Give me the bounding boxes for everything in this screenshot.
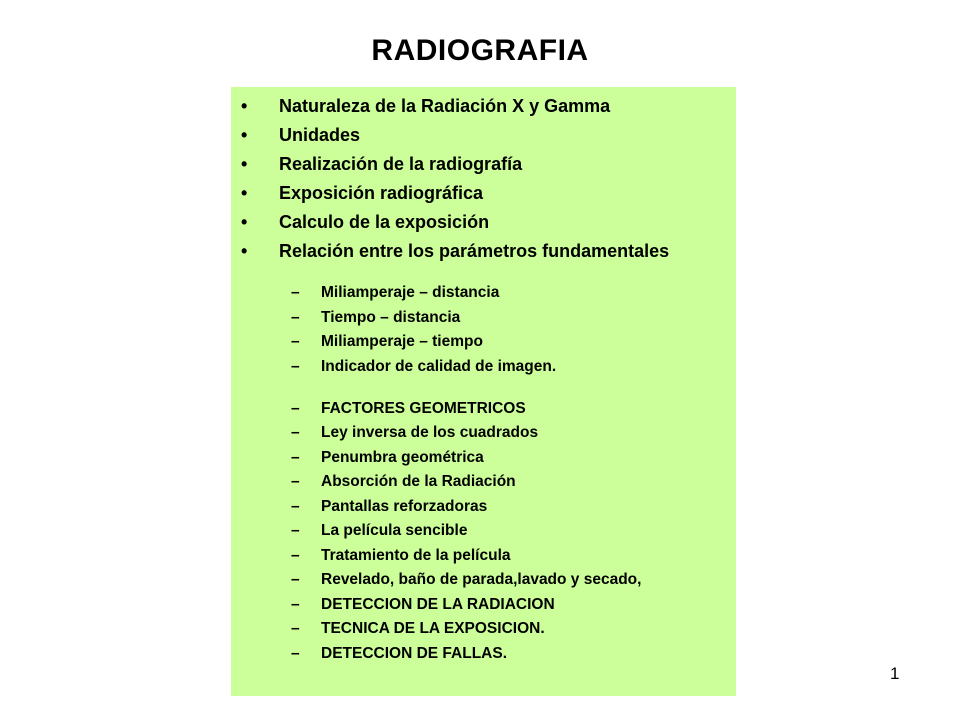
sub-item-label: Penumbra geométrica	[321, 448, 484, 466]
bullet-label: Relación entre los parámetros fundamentales	[279, 241, 670, 261]
sub-item	[231, 423, 736, 443]
sub-item-label: TECNICA DE LA EXPOSICION.	[321, 620, 545, 637]
sub-item-label: DETECCION DE FALLAS.	[321, 644, 508, 662]
sub-marker: –	[291, 546, 300, 564]
sub-item	[231, 399, 736, 419]
sub-item	[231, 472, 736, 492]
sub-marker: –	[291, 644, 300, 662]
bullet-label: Unidades	[279, 125, 361, 145]
sub-item-label: Miliamperaje – distancia	[321, 284, 500, 301]
bullet-item	[231, 153, 736, 175]
sub-item	[231, 283, 736, 303]
bullet-label: Exposición radiográfica	[279, 183, 484, 203]
sub-item	[231, 619, 736, 639]
sub-item-label: Revelado, baño de parada,lavado y secado,	[321, 571, 642, 588]
bullet-marker: •	[241, 212, 248, 232]
sub-item-label: DETECCION DE LA RADIACION	[321, 595, 555, 613]
slide-title: RADIOGRAFIA	[371, 34, 589, 67]
sub-item-label: Miliamperaje – tiempo	[321, 333, 483, 350]
sub-marker: –	[291, 308, 300, 326]
sub-item-label: Ley inversa de los cuadrados	[321, 424, 539, 441]
sub-item	[231, 497, 736, 517]
sub-item-list	[231, 283, 736, 668]
sub-marker: –	[291, 284, 300, 301]
bullet-item	[231, 240, 736, 262]
bullet-item	[231, 124, 736, 146]
content-box	[231, 87, 736, 696]
bullet-label: Realización de la radiografía	[279, 154, 523, 174]
sub-marker: –	[291, 595, 300, 613]
sub-item	[231, 332, 736, 352]
sub-item-label: Indicador de calidad de imagen.	[321, 357, 557, 375]
sub-item-label: FACTORES GEOMETRICOS	[321, 399, 526, 417]
sub-item-label: Pantallas reforzadoras	[321, 497, 488, 515]
sub-marker: –	[291, 333, 300, 350]
bullet-item	[231, 95, 736, 117]
sub-marker: –	[291, 357, 300, 375]
sub-marker: –	[291, 620, 300, 637]
sub-item-label: Tiempo – distancia	[321, 308, 461, 326]
bullet-marker: •	[241, 96, 248, 116]
sub-item	[231, 448, 736, 468]
bullet-label: Naturaleza de la Radiación X y Gamma	[279, 96, 611, 116]
sub-item-label: La película sencible	[321, 522, 468, 539]
sub-marker: –	[291, 473, 300, 490]
sub-item	[231, 357, 736, 377]
bullet-item	[231, 182, 736, 204]
bullet-marker: •	[241, 241, 248, 261]
sub-item	[231, 644, 736, 664]
sub-item-label: Tratamiento de la película	[321, 546, 511, 564]
sub-item-label: Absorción de la Radiación	[321, 473, 516, 490]
page-number: 1	[890, 664, 900, 683]
sub-item	[231, 546, 736, 566]
bullet-item	[231, 211, 736, 233]
sub-marker: –	[291, 448, 300, 466]
sub-item	[231, 570, 736, 590]
bullet-label: Calculo de la exposición	[279, 212, 490, 232]
sub-marker: –	[291, 424, 300, 441]
sub-marker: –	[291, 522, 300, 539]
sub-item	[231, 595, 736, 615]
sub-marker: –	[291, 497, 300, 515]
sub-item	[231, 308, 736, 328]
bullet-marker: •	[241, 154, 248, 174]
bullet-list	[231, 95, 736, 269]
sub-marker: –	[291, 571, 300, 588]
sub-item	[231, 521, 736, 541]
sub-marker: –	[291, 399, 300, 417]
bullet-marker: •	[241, 183, 248, 203]
bullet-marker: •	[241, 125, 248, 145]
